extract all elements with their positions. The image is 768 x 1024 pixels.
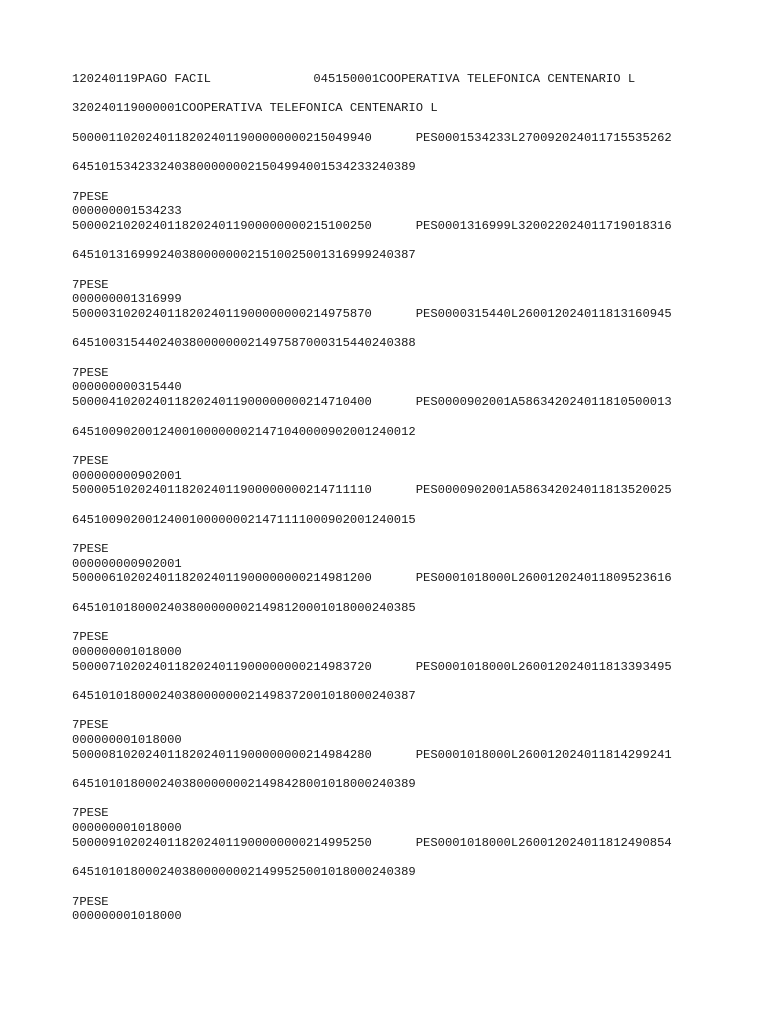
record-line: 7PESE [72, 718, 109, 733]
record-line: 7PESE [72, 630, 109, 645]
record-line: 50000710202401182024011900000000214983720 PES0001018000L260012024011813393495 [72, 659, 672, 674]
blank-line [72, 674, 752, 689]
record-line: 64510153423324038000000021504994001534233240389 [72, 160, 416, 175]
blank-line [72, 792, 752, 807]
record-line: 50000510202401182024011900000000214711110 PES0000902001A586342024011813520025 [72, 483, 672, 498]
record-line: 50000310202401182024011900000000214975870 PES0000315440L260012024011813160945 [72, 307, 672, 321]
record-line: 64510101800024038000000021498372001018000240387 [72, 688, 416, 703]
record-line: 50000410202401182024011900000000214710400 PES0000902001A586342024011810500013 [72, 395, 672, 410]
record-line: 000000001018000 [72, 909, 182, 924]
record-line: 50000910202401182024011900000000214995250 PES0001018000L260012024011812490854 [72, 835, 672, 850]
record-line: 120240119PAGO FACIL 045150001COOPERATIVA TELEFONICA CENTENARIO L [72, 72, 636, 86]
blank-line [72, 439, 752, 454]
record-line: 64510031544024038000000021497587000315440240388 [72, 336, 416, 351]
blank-line [72, 410, 752, 425]
blank-line [72, 234, 752, 249]
record-line: 50000810202401182024011900000000214984280 PES0001018000L260012024011814299241 [72, 747, 672, 762]
record-line: 000000000902001 [72, 468, 182, 483]
record-line: 320240119000001COOPERATIVA TELEFONICA CENTENARIO L [72, 101, 438, 116]
record-line: 50000210202401182024011900000000215100250 PES0001316999L320022024011719018316 [72, 218, 672, 233]
record-line: 000000001534233 [72, 204, 182, 219]
blank-line [72, 498, 752, 513]
blank-line [72, 527, 752, 542]
record-line: 64510090200124001000000021471040000902001240012 [72, 424, 416, 439]
record-line: 000000000902001 [72, 556, 182, 571]
blank-line [72, 762, 752, 777]
record-line: 7PESE [72, 894, 109, 909]
blank-line [72, 263, 752, 278]
record-line: 7PESE [72, 806, 109, 821]
record-line: 7PESE [72, 189, 109, 204]
record-line: 64510131699924038000000021510025001316999240387 [72, 248, 416, 263]
document-body [72, 72, 752, 924]
record-line: 7PESE [72, 365, 109, 380]
record-line: 000000000315440 [72, 380, 182, 395]
record-line: 64510101800024038000000021498428001018000240389 [72, 777, 416, 791]
blank-line [72, 175, 752, 190]
blank-line [72, 880, 752, 895]
record-line: 000000001018000 [72, 732, 182, 747]
record-line: 50000110202401182024011900000000215049940 PES0001534233L270092024011715535262 [72, 130, 672, 145]
record-line: 7PESE [72, 453, 109, 468]
blank-line [72, 615, 752, 630]
record-line: 000000001018000 [72, 821, 182, 836]
record-line: 50000610202401182024011900000000214981200 PES0001018000L260012024011809523616 [72, 571, 672, 586]
blank-line [72, 322, 752, 337]
blank-line [72, 145, 752, 160]
record-line: 64510101800024038000000021498120001018000240385 [72, 600, 416, 615]
blank-line [72, 87, 752, 102]
blank-line [72, 116, 752, 131]
record-line: 64510101800024038000000021499525001018000240389 [72, 865, 416, 880]
blank-line [72, 704, 752, 719]
record-line: 7PESE [72, 542, 109, 556]
record-line: 000000001316999 [72, 292, 182, 307]
record-line: 64510090200124001000000021471111000902001240015 [72, 512, 416, 527]
blank-line [72, 850, 752, 865]
blank-line [72, 351, 752, 366]
record-line: 7PESE [72, 277, 109, 292]
blank-line [72, 586, 752, 601]
record-line: 000000001018000 [72, 644, 182, 659]
